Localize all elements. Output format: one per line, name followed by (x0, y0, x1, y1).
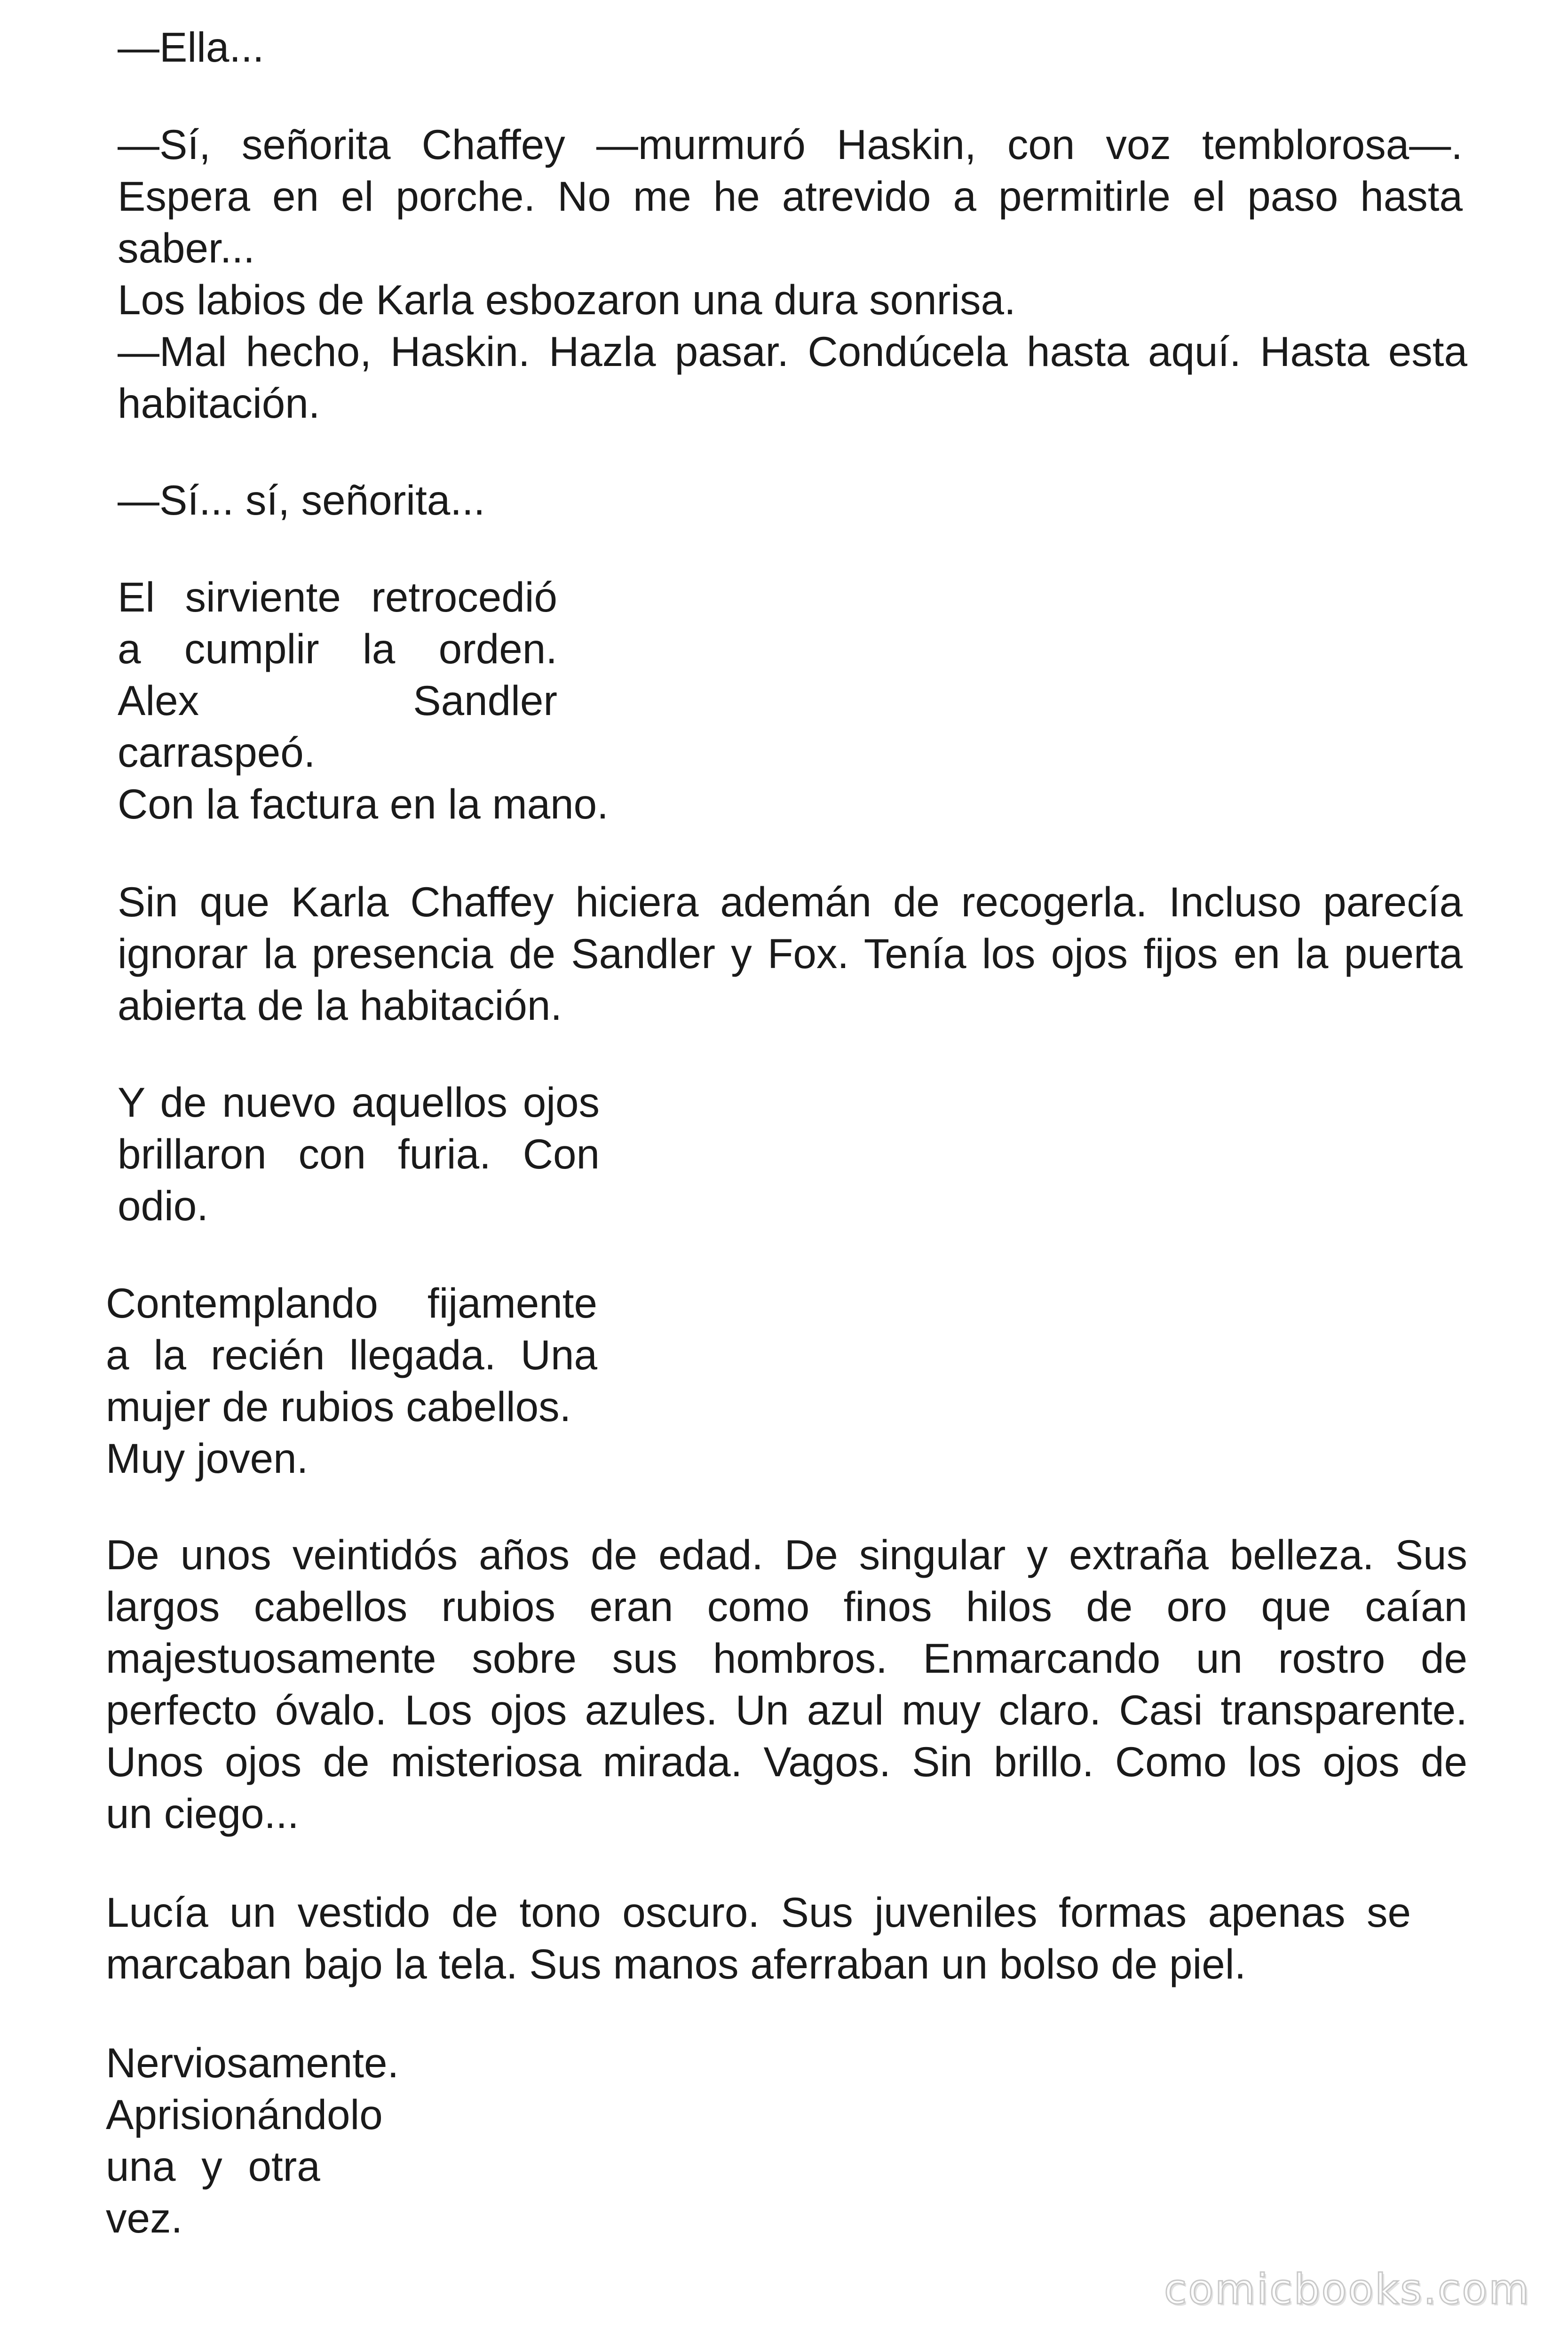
text-line: brillaron con furia. Con (118, 1130, 600, 1177)
text-line: Nerviosamente. (106, 2039, 399, 2086)
text-line: una y otra (106, 2143, 320, 2190)
text-line: Espera en el porche. No me he atrevido a permitirle el paso hasta (118, 173, 1463, 220)
paragraph-4 (118, 326, 1467, 429)
text-line: El sirviente retrocedió (118, 573, 557, 620)
paragraph-12 (106, 1886, 1411, 1990)
text-line: —Mal hecho, Haskin. Hazla pasar. Condúcela hasta aquí. Hasta esta (118, 328, 1467, 375)
text-line: a la recién llegada. Una (106, 1331, 597, 1378)
text-line: carraspeó. (118, 729, 316, 776)
text-line: saber... (118, 224, 255, 271)
paragraph-13 (106, 2037, 440, 2244)
text-line: ignorar la presencia de Sandler y Fox. Tenía los ojos fijos en la puerta (118, 930, 1463, 977)
text-line: Unos ojos de misteriosa mirada. Vagos. Sin brillo. Como los ojos de (106, 1738, 1467, 1785)
paragraph-1 (118, 21, 1472, 73)
text-line: abierta de la habitación. (118, 982, 562, 1029)
text-line: —Sí... sí, señorita... (118, 477, 485, 524)
watermark: comicbooks.com (1164, 2265, 1530, 2313)
text-line: Alex Sandler (118, 677, 557, 724)
paragraph-10 (106, 1277, 597, 1484)
text-line: majestuosamente sobre sus hombros. Enmarcando un rostro de (106, 1635, 1467, 1682)
paragraph-6 (118, 571, 557, 778)
text-line: marcaban bajo la tela. Sus manos aferraban un bolso de piel. (106, 1940, 1246, 1987)
text-line: largos cabellos rubios eran como finos hilos de oro que caían (106, 1583, 1467, 1630)
text-line: Y de nuevo aquellos ojos (118, 1079, 600, 1126)
text-line: vez. (106, 2194, 183, 2241)
paragraph-8 (118, 876, 1463, 1031)
text-line: —Ella... (118, 24, 264, 71)
text-line: Los labios de Karla esbozaron una dura sonrisa. (118, 276, 1016, 323)
paragraph-7 (118, 778, 1472, 830)
text-line: a cumplir la orden. (118, 625, 557, 672)
text-line: —Sí, señorita Chaffey —murmuró Haskin, con voz temblorosa—. (118, 121, 1463, 168)
text-line: Con la factura en la mano. (118, 780, 609, 827)
text-line: mujer de rubios cabellos. (106, 1383, 571, 1430)
text-line: Aprisionándolo (106, 2091, 383, 2138)
paragraph-3 (118, 274, 1472, 326)
paragraph-9 (118, 1076, 600, 1232)
text-line: Muy joven. (106, 1435, 309, 1482)
text-line: habitación. (118, 380, 320, 427)
text-line: un ciego... (106, 1790, 299, 1837)
text-line: De unos veintidós años de edad. De singular y extraña belleza. Sus (106, 1531, 1467, 1578)
text-line: odio. (118, 1182, 208, 1229)
paragraph-2 (118, 119, 1463, 274)
text-line: Lucía un vestido de tono oscuro. Sus juveniles formas apenas se (106, 1889, 1411, 1936)
text-line: perfecto óvalo. Los ojos azules. Un azul muy claro. Casi transparente. (106, 1686, 1467, 1733)
paragraph-11 (106, 1529, 1467, 1839)
text-line: Contemplando fijamente (106, 1279, 597, 1327)
paragraph-5 (118, 474, 1472, 526)
text-line: Sin que Karla Chaffey hiciera ademán de recogerla. Incluso parecía (118, 878, 1463, 925)
